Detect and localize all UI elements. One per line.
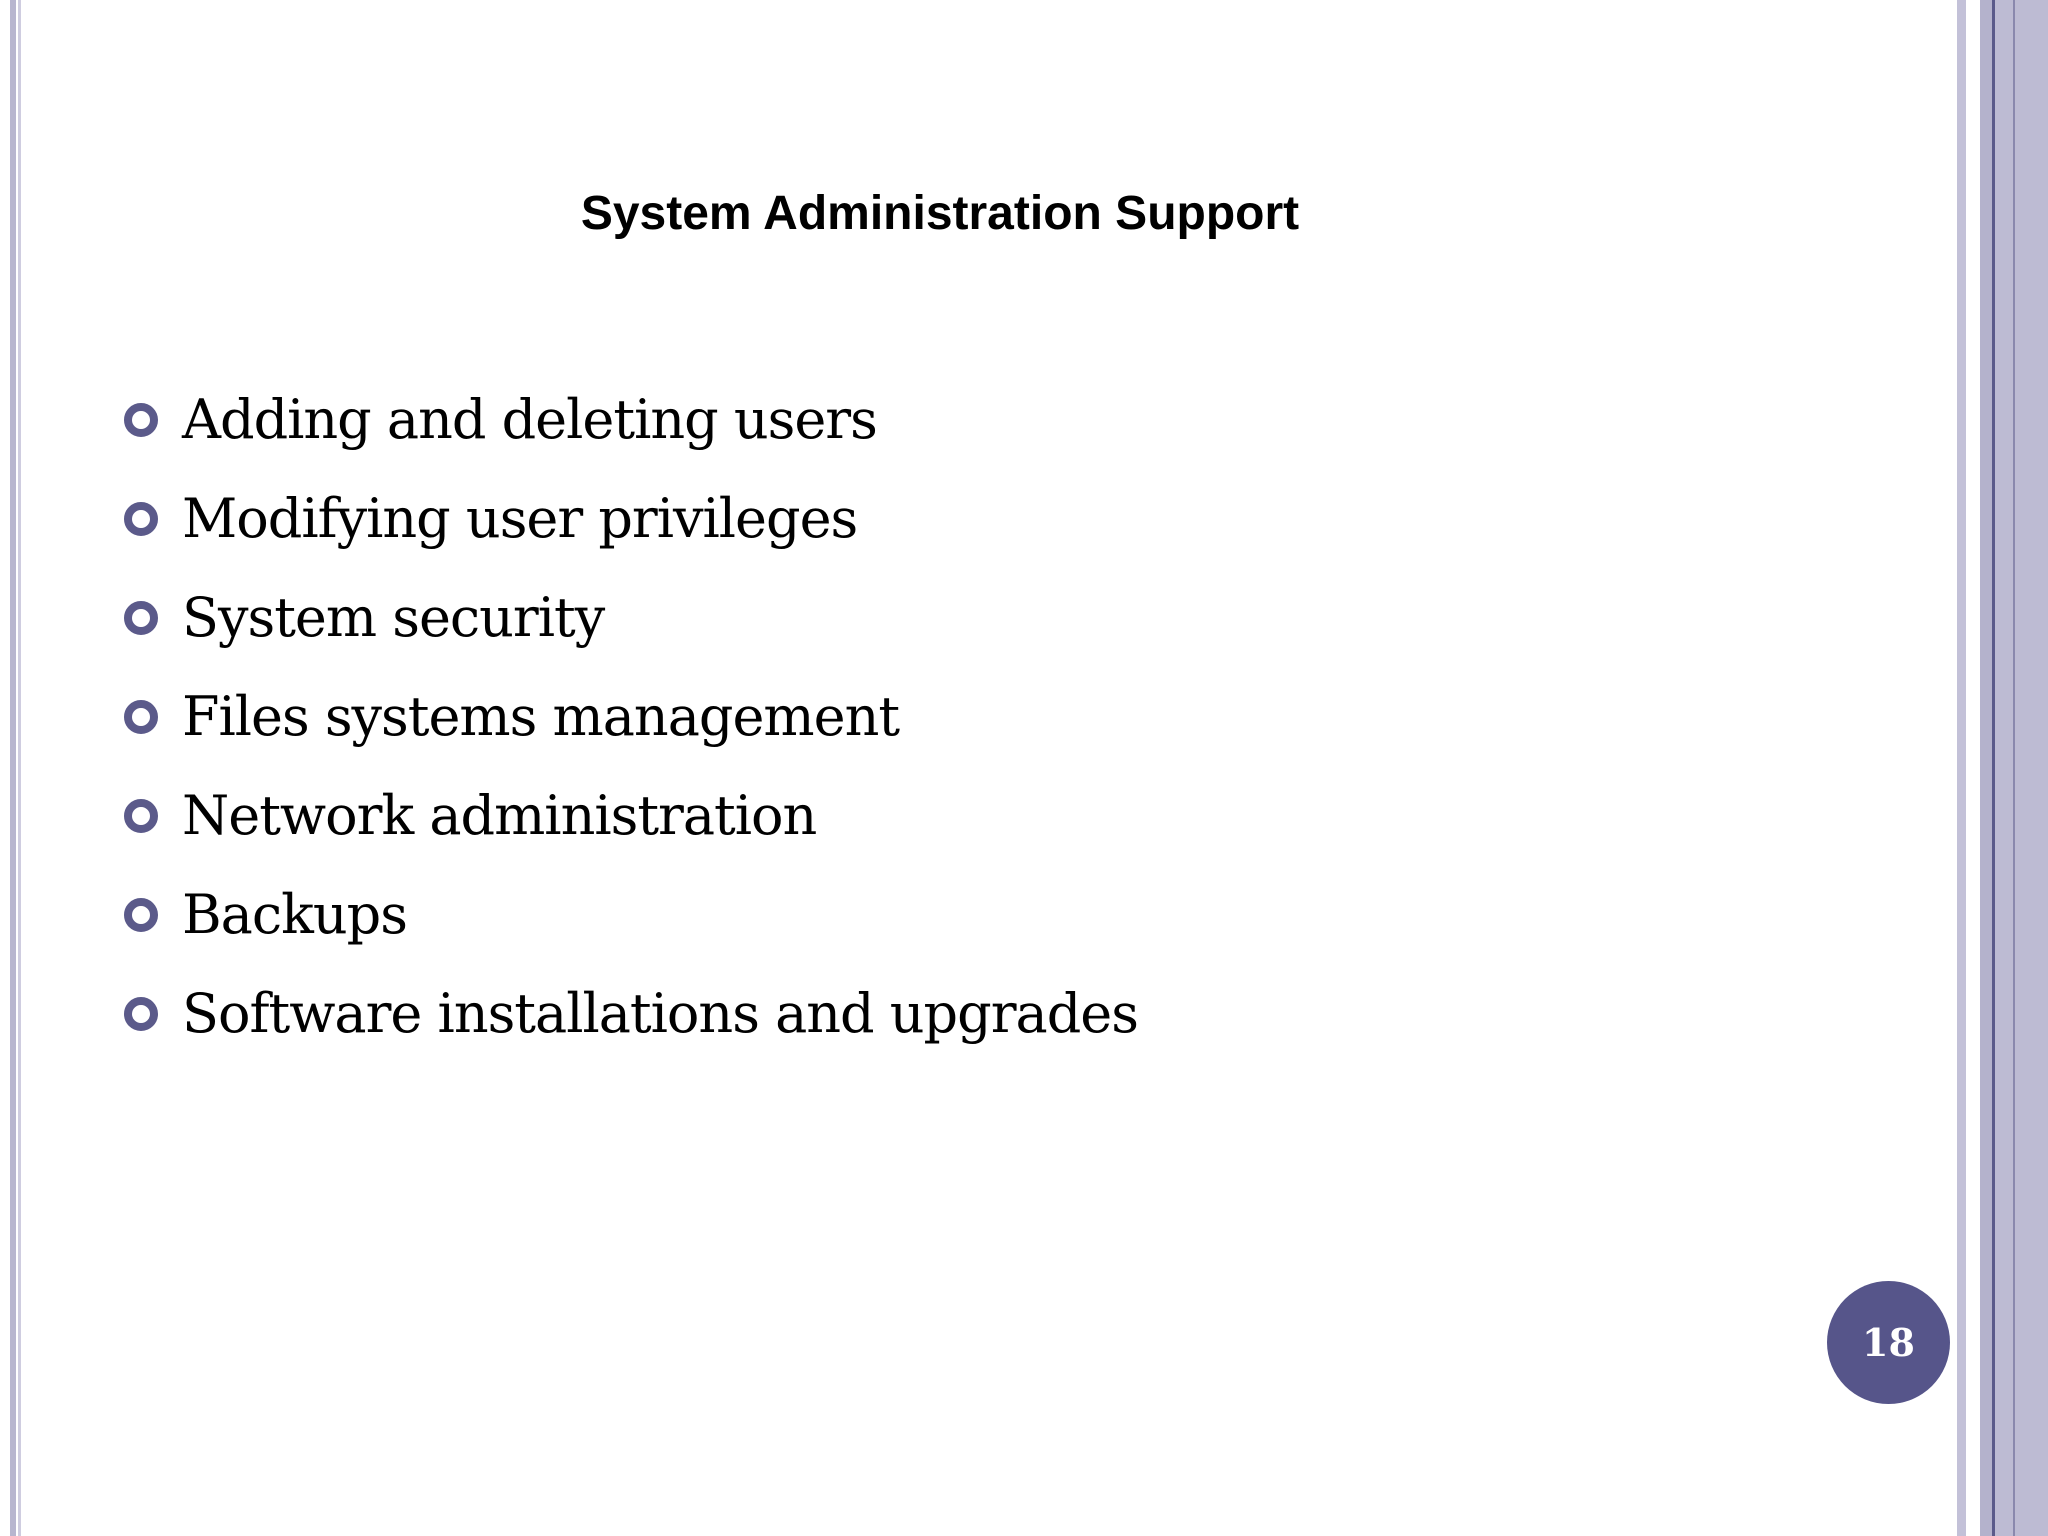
ring-bullet-icon (124, 799, 158, 833)
list-item (124, 766, 1138, 865)
right-decorative-stripe (1995, 0, 2048, 1536)
bullet-text: Network administration (182, 784, 817, 847)
bullet-text: Backups (182, 883, 407, 946)
ring-bullet-icon (124, 700, 158, 734)
bullet-list (124, 370, 1138, 1063)
ring-bullet-icon (124, 403, 158, 437)
bullet-text: Software installations and upgrades (182, 982, 1138, 1045)
bullet-text: Files systems management (182, 685, 900, 748)
ring-bullet-icon (124, 601, 158, 635)
right-decorative-stripe (1980, 0, 1992, 1536)
ring-bullet-icon (124, 898, 158, 932)
list-item (124, 667, 1138, 766)
list-item (124, 370, 1138, 469)
list-item (124, 964, 1138, 1063)
bullet-text: System security (182, 586, 605, 649)
list-item (124, 568, 1138, 667)
ring-bullet-icon (124, 997, 158, 1031)
right-decorative-stripe (2013, 0, 2015, 1536)
right-decorative-stripe (1957, 0, 1966, 1536)
slide-title: System Administration Support (580, 187, 1300, 240)
bullet-text: Adding and deleting users (182, 388, 877, 451)
ring-bullet-icon (124, 502, 158, 536)
list-item (124, 865, 1138, 964)
bullet-text: Modifying user privileges (182, 487, 858, 550)
list-item (124, 469, 1138, 568)
page-number-badge: 18 (1827, 1281, 1950, 1404)
